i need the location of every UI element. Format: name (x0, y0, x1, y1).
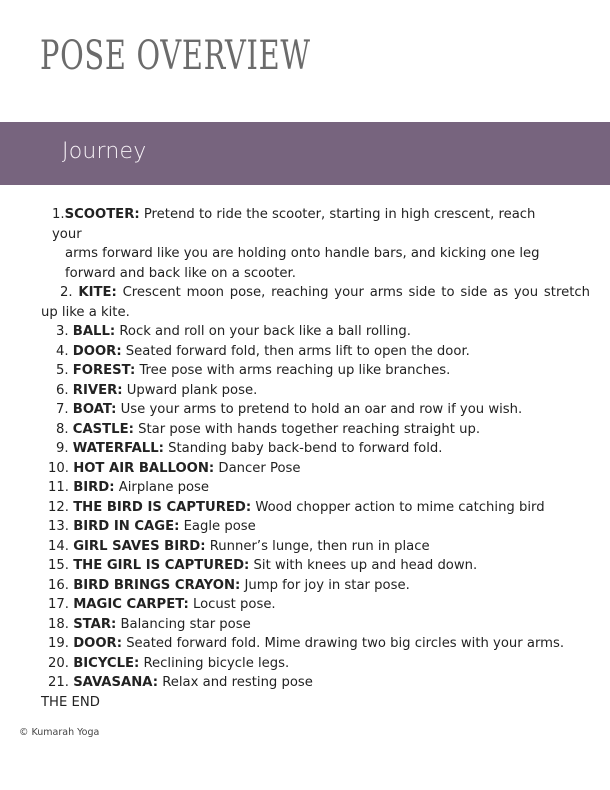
pose-description: Rock and roll on your back like a ball rolling. (119, 324, 411, 339)
list-item (0, 634, 610, 654)
pose-description: Jump for joy in star pose. (244, 577, 410, 593)
pose-description: Dancer Pose (218, 460, 301, 476)
pose-name: DOOR: (72, 343, 122, 359)
pose-description: Runner’s lunge, then run in place (209, 538, 430, 554)
item-number: 5. (56, 363, 69, 378)
pose-name: DOOR: (73, 636, 122, 651)
pose-name: BOAT: (72, 402, 117, 417)
list-item (0, 615, 610, 635)
list-item (0, 439, 610, 459)
pose-description: Relax and resting pose (162, 675, 313, 690)
pose-name: HOT AIR BALLOON: (73, 460, 215, 476)
item-number: 20. (48, 655, 69, 671)
copyright-footer: © Kumarah Yoga (19, 727, 100, 738)
list-item (0, 420, 610, 440)
the-end-label: THE END (41, 694, 100, 710)
pose-description: Upward plank pose. (126, 382, 258, 398)
pose-description: Reclining bicycle legs. (143, 655, 290, 671)
item-number: 16. (48, 577, 69, 593)
list-item (0, 381, 610, 401)
pose-description: Balancing star pose (120, 616, 251, 632)
item-number: 18. (48, 616, 69, 632)
list-item (0, 283, 590, 322)
item-number: 3. (56, 324, 69, 339)
item-number: 9. (56, 441, 69, 456)
item-number: 1. (52, 207, 65, 222)
pose-name: THE BIRD IS CAPTURED: (73, 499, 252, 515)
pose-name: BALL: (72, 324, 116, 339)
page-title: POSE OVERVIEW (40, 33, 311, 79)
item-number: 8. (56, 421, 69, 437)
pose-description: Sit with knees up and head down. (253, 558, 478, 573)
list-item (0, 322, 610, 342)
section-band (0, 122, 610, 185)
list-item (0, 517, 610, 537)
list-item (0, 673, 610, 693)
item-number: 4. (56, 343, 69, 359)
pose-name: MAGIC CARPET: (73, 597, 189, 612)
item-number: 19. (48, 636, 69, 651)
pose-name: SAVASANA: (73, 675, 158, 690)
pose-name: WATERFALL: (72, 441, 164, 456)
pose-name: STAR: (73, 616, 117, 632)
pose-description-continued: arms forward like you are holding onto handle bars, and kicking one leg (65, 246, 540, 261)
pose-description: Locust pose. (192, 597, 276, 612)
list-item (0, 556, 610, 576)
pose-name: BIRD BRINGS CRAYON: (73, 577, 241, 593)
pose-name: CASTLE: (72, 421, 134, 437)
pose-description: Use your arms to pretend to hold an oar and row if you wish. (120, 402, 523, 417)
list-item (0, 459, 610, 479)
pose-name: BIRD: (73, 480, 115, 495)
pose-description: Eagle pose (183, 519, 256, 534)
pose-description: Standing baby back-bend to forward fold. (168, 441, 443, 456)
list-item (0, 342, 610, 362)
item-number: 2. (60, 285, 73, 300)
item-number: 10. (48, 460, 69, 476)
pose-description: Seated forward fold, then arms lift to open the door. (125, 343, 470, 359)
item-number: 7. (56, 402, 69, 417)
pose-description: Tree pose with arms reaching up like branches. (139, 363, 451, 378)
list-item (0, 400, 610, 420)
pose-name: BICYCLE: (73, 655, 140, 671)
pose-name: SCOOTER: (64, 207, 140, 222)
list-item (0, 498, 610, 518)
pose-description-continued: forward and back like on a scooter. (65, 265, 296, 281)
item-number: 12. (48, 499, 69, 515)
pose-list (0, 205, 610, 712)
pose-name: THE GIRL IS CAPTURED: (73, 558, 250, 573)
pose-description: Pretend to ride the scooter, starting in high crescent, reach your (52, 207, 536, 242)
list-item (0, 537, 610, 557)
item-number: 21. (48, 675, 69, 690)
item-number: 6. (56, 382, 69, 398)
item-number: 17. (48, 597, 69, 612)
list-item (0, 595, 610, 615)
pose-name: KITE: (78, 285, 117, 300)
item-number: 13. (48, 519, 69, 534)
pose-description-continued: up like a kite. (41, 304, 130, 320)
list-item (0, 478, 610, 498)
section-title: Journey (62, 139, 147, 164)
pose-description: Seated forward fold. Mime drawing two big circles with your arms. (126, 636, 565, 651)
item-number: 15. (48, 558, 69, 573)
list-item (0, 205, 557, 283)
item-number: 14. (48, 538, 69, 554)
pose-name: FOREST: (72, 363, 136, 378)
pose-description: Airplane pose (118, 480, 210, 495)
list-item (0, 361, 610, 381)
pose-description: Wood chopper action to mime catching bird (255, 499, 545, 515)
item-number: 11. (48, 480, 69, 495)
pose-description: Crescent moon pose, reaching your arms side to side as you stretch (122, 285, 590, 300)
pose-name: GIRL SAVES BIRD: (73, 538, 206, 554)
list-item (0, 654, 610, 674)
pose-name: BIRD IN CAGE: (73, 519, 180, 534)
pose-name: RIVER: (72, 382, 123, 398)
list-item (0, 576, 610, 596)
pose-description: Star pose with hands together reaching straight up. (138, 421, 481, 437)
